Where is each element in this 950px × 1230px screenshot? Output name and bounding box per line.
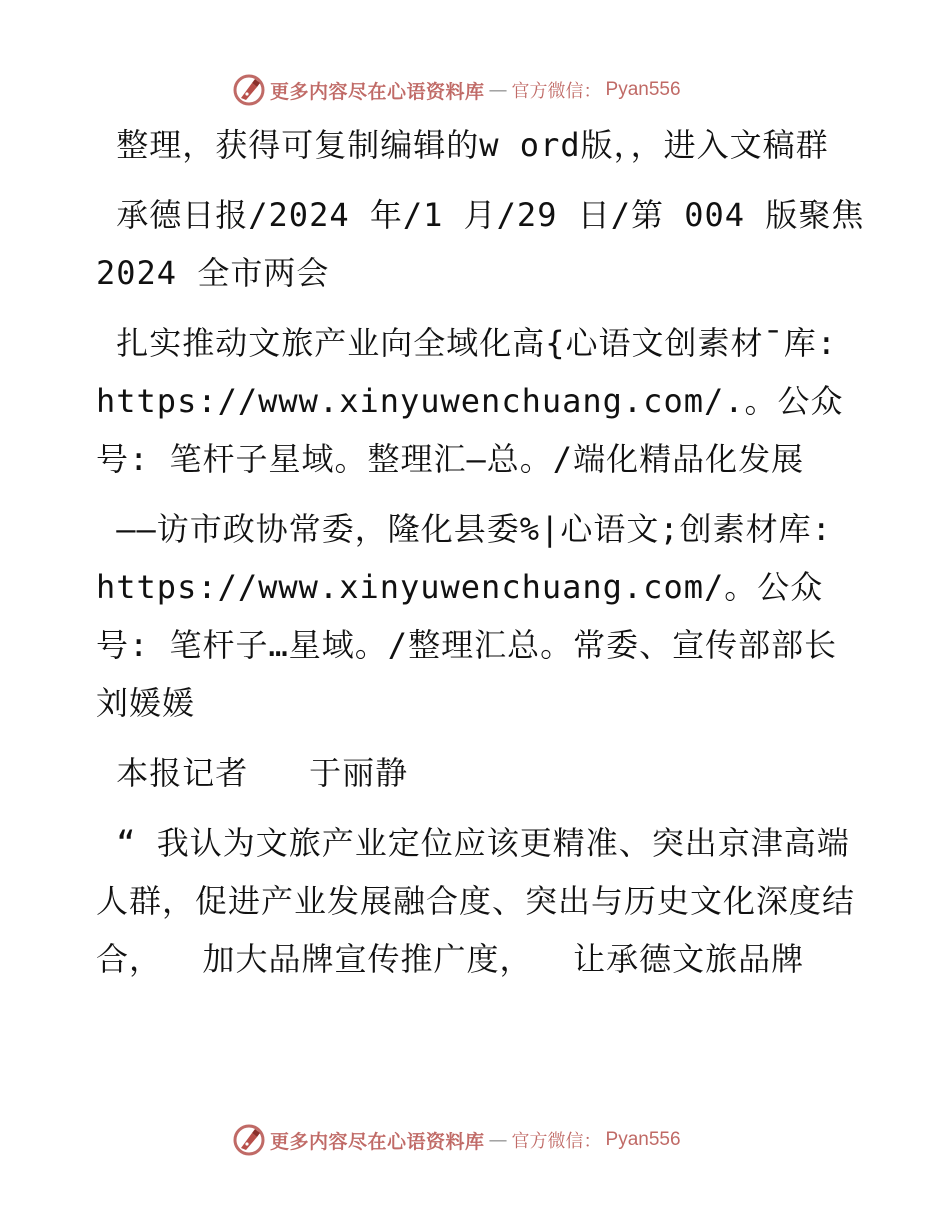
watermark-wechat-label: 官方微信： <box>511 81 602 102</box>
footer-watermark <box>232 1122 681 1158</box>
pen-nib-logo-icon <box>232 73 266 107</box>
paragraph-headline: 扎实推动文旅产业向全域化高{心语文创素材¯库: https://www.xinyuwenchuang.com/.。公众号: 笔杆子星域。整理汇—总。/端化精品化发展 <box>96 324 858 478</box>
paragraph-byline: 本报记者 于丽静 <box>96 754 409 792</box>
paragraph-intro: 整理，获得可复制编辑的w ord版，，进入文稿群 <box>96 126 829 164</box>
pen-nib-logo-icon <box>232 1123 266 1157</box>
watermark-wechat-id: Pyan556 <box>605 1129 681 1150</box>
watermark-dash: — <box>488 1129 508 1151</box>
paragraph-source: 承德日报/2024 年/1 月/29 日/第 004 版聚焦 2024 全市两会 <box>96 196 885 292</box>
header-watermark <box>232 72 681 108</box>
watermark-site-text: 更多内容尽在心语资料库 <box>270 80 485 103</box>
paragraph-quote: “ 我认为文旅产业定位应该更精准、突出京津高端人群，促进产业发展融合度、突出与历史文化深度结合， 加大品牌宣传推广度， 让承德文旅品牌 <box>96 824 856 978</box>
watermark-wechat-id: Pyan556 <box>605 79 681 100</box>
watermark-wechat-label: 官方微信： <box>511 1131 602 1152</box>
paragraph-subheadline: ——访市政协常委，隆化县委%|心语文;创素材库: https://www.xinyuwenchuang.com/。公众号: 笔杆子…星域。/整理汇总。常委、宣传部部长刘媛媛 <box>96 510 853 722</box>
document-body <box>96 116 885 988</box>
watermark-dash: — <box>488 79 508 101</box>
watermark-site-text: 更多内容尽在心语资料库 <box>270 1130 485 1153</box>
